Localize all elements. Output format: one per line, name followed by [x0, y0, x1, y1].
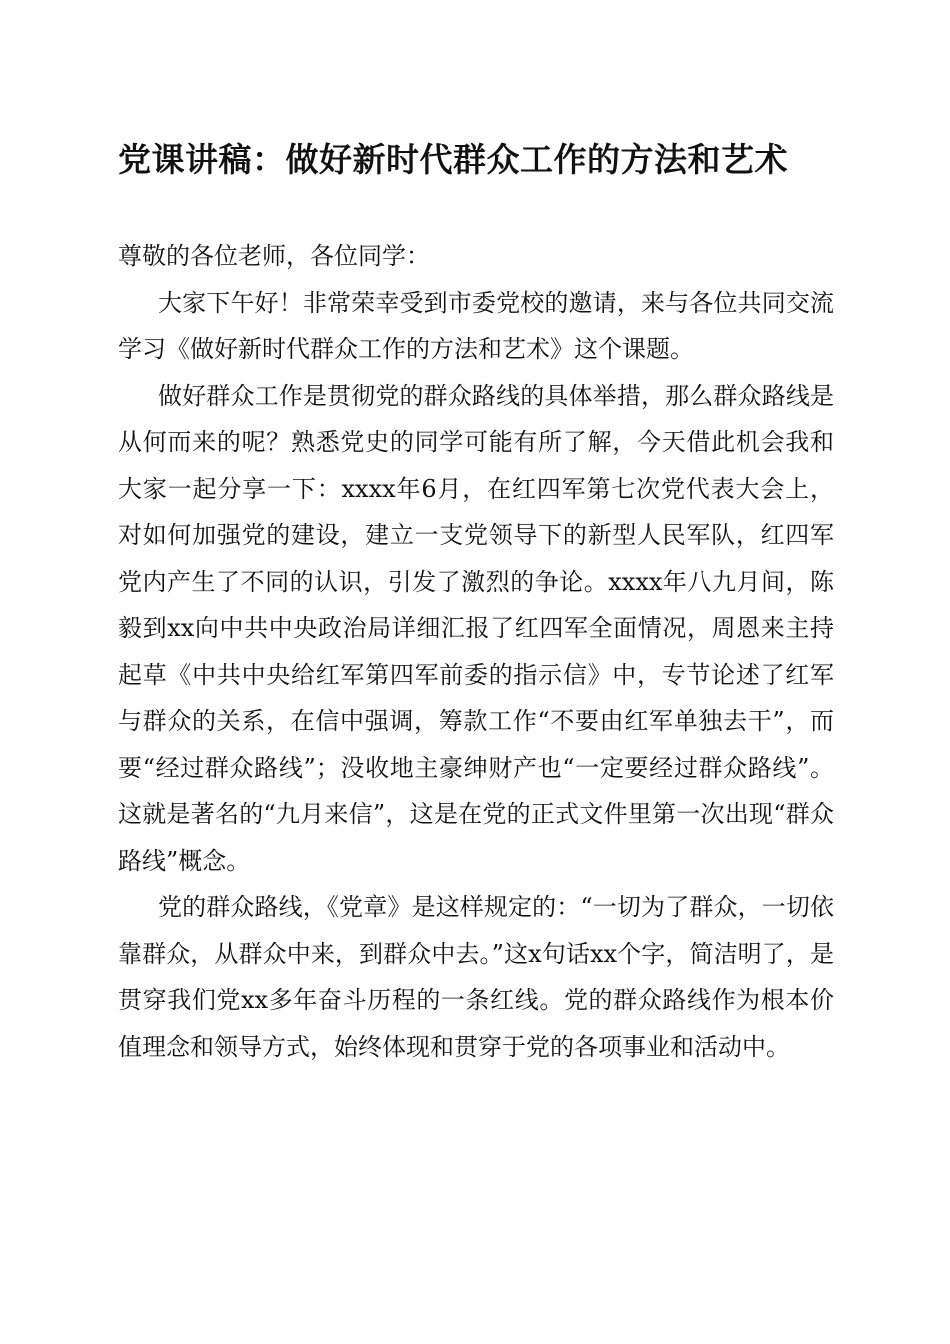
- greeting: 尊敬的各位老师，各位同学：: [118, 242, 430, 270]
- paragraph-3: 党的群众路线，《党章》是这样规定的：“一切为了群众，一切依靠群众，从群众中来，到群众中去。”这x句话xx个字，简洁明了，是贯穿我们党xx多年奋斗历程的一条红线。党的群众路线作为根本价值理念和领导方式，始终体现和贯穿于党的各项事业和活动中。: [118, 893, 834, 1061]
- document-title: 党课讲稿：做好新时代群众工作的方法和艺术: [118, 140, 788, 179]
- paragraph-1: 大家下午好！非常荣幸受到市委党校的邀请，来与各位共同交流学习《做好新时代群众工作的方法和艺术》这个课题。: [118, 288, 834, 363]
- paragraph-2: 做好群众工作是贯彻党的群众路线的具体举措，那么群众路线是从何而来的呢？熟悉党史的同学可能有所了解，今天借此机会我和大家一起分享一下：xxxx年6月，在红四军第七次党代表大会上，对如何加强党的建设，建立一支党领导下的新型人民军队，红四军党内产生了不同的认识，引发了激烈的争论。xxxx年八九月间，陈毅到xx向中共中央政治局详细汇报了红四军全面情况，周恩来主持起草《中共中央给红军第四军前委的指示信》中，专节论述了红军与群众的关系，在信中强调，筹款工作“不要由红军单独去干”，而要“经过群众路线”；没收地主豪绅财产也“一定要经过群众路线”。这就是著名的“九月来信”，这是在党的正式文件里第一次出现“群众路线”概念。: [118, 381, 834, 875]
- document-body: [118, 233, 834, 1070]
